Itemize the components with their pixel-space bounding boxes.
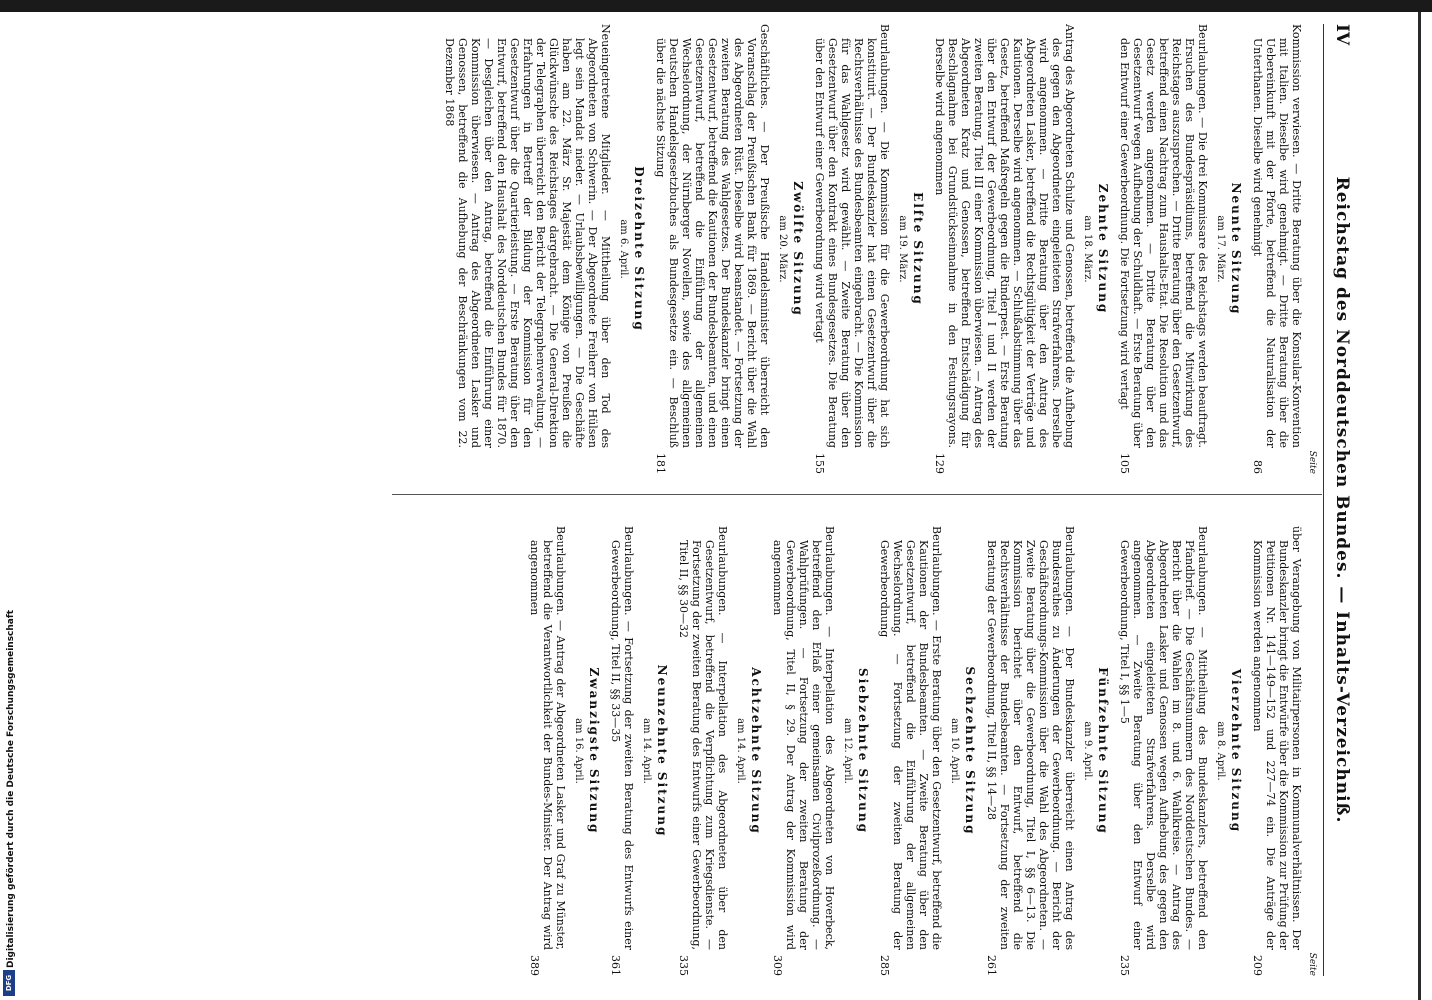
- session-title: Dreizehnte Sitzung: [632, 166, 646, 332]
- session-date: am 14. April.: [735, 718, 746, 784]
- session-date: am 19. März.: [897, 215, 908, 283]
- left-column: [440, 24, 1320, 474]
- dfg-logo: DFG: [3, 970, 15, 996]
- toc-entry: Beurlaubungen. — Antrag der Abgeordneten Lasker und Graf zu Münster, betreffend die Verantwortlichkeit der Bundes-Minister. Der Antrag wird angenommen 389: [528, 526, 567, 976]
- session-title: Elfte Sitzung: [911, 192, 925, 306]
- page-ref: 261: [985, 955, 998, 976]
- session-title: Achtzehnte Sitzung: [749, 667, 763, 835]
- session-date: am 16. April.: [573, 718, 584, 784]
- toc-entry: über Verangebung von Militairpersonen in Kommunalverhältnissen. Der Bundeskanzler bringt die Entwürfe über die Kommission zur Prüfung der Petitionen Nr. 141—149—152 und 227—74 ein. Die Anträge der Kommission werden angenommen 209: [1251, 526, 1303, 976]
- scan-page-edge: [1418, 12, 1421, 1000]
- session-date: am 17. März.: [1215, 215, 1226, 283]
- column-divider: [392, 494, 1322, 495]
- session-title: Sechzehnte Sitzung: [963, 666, 977, 836]
- toc-entry: Beurlaubungen. — Interpellation des Abgeordneten von Hoverbeck, betreffend den Erlaß einer gemeinsamen Civilprozeßordnung. — Wahlprüfungen. — Fortsetzung der zweiten Beratung der Gewerbeordnung, Titel II, § 29. Der Antrag der Kommission wird angenommen 309: [771, 526, 836, 976]
- page-ref: 235: [1118, 955, 1131, 976]
- session-title: Zehnte Sitzung: [1096, 183, 1110, 315]
- session-title: Zwanzigste Sitzung: [587, 667, 601, 835]
- session-title: Zwölfte Sitzung: [791, 181, 805, 317]
- toc-entry: Beurlaubungen. — Der Bundeskanzler überreicht einen Antrag des Bundesrathes zu Änderungen der Gewerbeordnung. — Bericht der Geschäftsordnungs-Kommission über die Wahl des Abgeordneten. — Zweite Beratung über die Gewerbeordnung, Titel I, §§ 6—13. Die Kommission berichtet über den Entwurf, betreffend die Rechtsverhältnisse der Bundesbeamten. — Fortsetzung der zweiten Beratung der Gewerbeordnung, Titel II, §§ 14—28 261: [985, 526, 1076, 976]
- session-title: Siebzehnte Sitzung: [856, 668, 870, 834]
- session-list: [443, 24, 1242, 474]
- page-ref: 309: [771, 955, 784, 976]
- toc-entry: Antrag des Abgeordneten Schulze und Genossen, betreffend die Aufhebung des gegen den Abgeordneten eingeleiteten Strafverfahrens. Derselbe wird angenommen. — Dritte Beratung über den Antrag des Abgeordneten Lasker, betreffend die Rechtsgültigkeit der Verträge und Kautionen. Derselbe wird angenommen. — Schlußabstimmung über das Gesetz, betreffend Maßregeln gegen die Rinderpest. — Erste Beratung über den Entwurf der Gewerbeordnung, Titel I und II werden der zweiten Beratung, Titel III einer Kommission überwiesen. — Antrag des Abgeordneten Kratz und Genossen, betreffend Entschädigung für Beschlagnahme bei Grundstückseinnahme in den Festungsrayons. Derselbe wird angenommen 129: [933, 24, 1076, 474]
- page-ref: 335: [677, 955, 690, 976]
- session-date: am 8. April.: [1215, 721, 1226, 781]
- session-title: Neunzehnte Sitzung: [655, 664, 669, 838]
- session-date: am 18. März.: [1082, 215, 1093, 283]
- page-ref: 285: [878, 955, 891, 976]
- toc-entry: Beurlaubungen. — Die drei Kommissare des Reichstags werden beauftragt. Ersuchen des Bundespräsidiums, betreffend die Mitwirkung des Reichstages auszusprechen. — Dritte Beratung über den Gesetzentwurf, betreffend einen Nachtrag zum Haushalts-Etat. Die Resolution und das Gesetz werden angenommen. — Dritte Beratung über den Gesetzentwurf wegen Aufhebung der Schuldhaft. — Erste Beratung über den Entwurf einer Gewerbeordnung. Die Fortsetzung wird vertagt 105: [1118, 24, 1209, 474]
- session-date: am 9. April.: [1082, 721, 1093, 781]
- page-ref: 181: [654, 453, 667, 474]
- toc-entry: Beurlaubungen. — Interpellation des Abgeordneten über den Gesetzentwurf, betreffend die Verpflichtung zum Kriegsdienste. — Fortsetzung der zweiten Beratung des Entwurfs einer Gewerbeordnung, Titel II, §§ 30—32 335: [677, 526, 729, 976]
- page-header: [1328, 24, 1354, 976]
- toc-entry: Beurlaubungen. — Erste Beratung über den Gesetzentwurf, betreffend die Kautionen der Bundesbeamten. — Zweite Beratung über den Gesetzentwurf, betreffend die Einführung der allgemeinen Wechselordnung. — Fortsetzung der zweiten Beratung der Gewerbeordnung 285: [878, 526, 943, 976]
- page-ref: 155: [813, 453, 826, 474]
- toc-entry: Neueingetretene Mitglieder. — Mittheilung über den Tod des Abgeordneten von Schwerin. — Der Abgeordnete Freiherr von Hülsen legt sein Mandat nieder. — Urlaubsbewilligungen. — Die Geschäfte haben am 22. März Sr. Majestät dem Könige von Preußen die Glückwünsche des Reichstages dargebracht. — Die General-Direktion der Telegraphen überreicht den Bericht der Telegraphenverwaltung. — Erfahrungen in Betreff der Bildung der Kommission für den Gesetzentwurf über die Quartierleistung. — Erste Beratung über den Entwurf, betreffend den Haushalt des Norddeutschen Bundes für 1870. — Desgleichen über den Antrag, betreffend die Einführung einer Kommission überwiesen. — Antrag des Abgeordneten Lasker und Genossen, betreffend die Aufhebung der Beschränkungen vom 22. Dezember 1868: [443, 24, 612, 448]
- toc-entry: Kommission verwiesen. — Dritte Beratung über die Konsular-Konvention mit Italien. Dieselbe wird genehmigt. — Dritte Beratung über die Uebereinkunft mit der Pforte, betreffend die Naturalisation der Unterthanen. Dieselbe wird genehmigt 86: [1251, 24, 1303, 474]
- toc-entry: Beurlaubungen. — Fortsetzung der zweiten Beratung des Entwurfs einer Gewerbeordnung, Titel II, §§ 33—35 361: [609, 526, 635, 976]
- session-date: am 14. April.: [641, 718, 652, 784]
- page-number: IV: [1332, 24, 1352, 46]
- right-column: [525, 526, 1320, 976]
- page-ref: 389: [528, 955, 541, 976]
- toc-entry: Beurlaubungen. — Mittheilung des Bundeskanzlers, betreffend den Pfandbrief. — Die Geschäftsnummern des Norddeutschen Bundes. — Bericht über die Wahlen im 8. und 6. Wahlkreise. — Antrag des Abgeordneten Lasker und Genossen wegen Aufhebung des gegen den Abgeordneten eingeleiteten Strafverfahrens. Derselbe wird angenommen. — Zweite Beratung über den Entwurf einer Gewerbeordnung, Titel I, §§ 1—5 235: [1118, 526, 1209, 976]
- seite-label: Seite: [1307, 450, 1317, 474]
- seite-label: Seite: [1307, 952, 1317, 976]
- digitization-credit: Digitalisierung gefördert durch die Deutsche Forschungsgemeinschaft: [6, 609, 16, 968]
- page-ref: 129: [933, 453, 946, 474]
- session-title: Neunte Sitzung: [1229, 182, 1243, 316]
- session-list: [528, 526, 1242, 976]
- page-ref: 105: [1118, 453, 1131, 474]
- page-ref: 209: [1251, 955, 1264, 976]
- session-title: Vierzehnte Sitzung: [1229, 668, 1243, 834]
- header-rule: [1323, 24, 1324, 976]
- session-title: Fünfzehnte Sitzung: [1096, 667, 1110, 835]
- session-date: am 10. April.: [949, 718, 960, 784]
- session-date: am 6. April.: [618, 219, 629, 279]
- page-ref: 361: [609, 955, 622, 976]
- toc-entry: Geschäftliches. — Der Preußische Handelsminister überreicht den Voranschlag der Preußischen Bank für 1869. — Bericht über die Wahl des Abgeordneten Rüst. Dieselbe wird beanstandet. — Fortsetzung der zweiten Beratung des Wahlgesetzes. Der Bundeskanzler bringt einen Gesetzentwurf, betreffend die Kautionen der Bundesbeamten, und einen Gesetzentwurf, betreffend die Einführung der allgemeinen Wechselordnung, der Nürnberger Novellen, sowie des allgemeinen Deutschen Handelsgesetzbuches als Bundesgesetze ein. — Beschluß über die nächste Sitzung 181: [654, 24, 771, 474]
- session-date: am 12. April.: [842, 718, 853, 784]
- page-title: Reichstag des Norddeutschen Bundes. — Inhalts-Verzeichniß.: [1332, 176, 1352, 824]
- session-date: am 20. März.: [777, 215, 788, 283]
- toc-entry: Beurlaubungen. — Die Kommission für die Gewerbeordnung hat sich konstituirt. — Der Bundeskanzler hat einen Gesetzentwurf über die Rechtsverhältnisse des Bundesbeamten eingebracht. — Die Kommission für das Wahlgesetz wird gewählt. — Zweite Beratung über den Gesetzentwurf über den Kontrakt eines Bundesgesetzes. Die Beratung über den Entwurf einer Gewerbeordnung wird vertagt 155: [813, 24, 891, 474]
